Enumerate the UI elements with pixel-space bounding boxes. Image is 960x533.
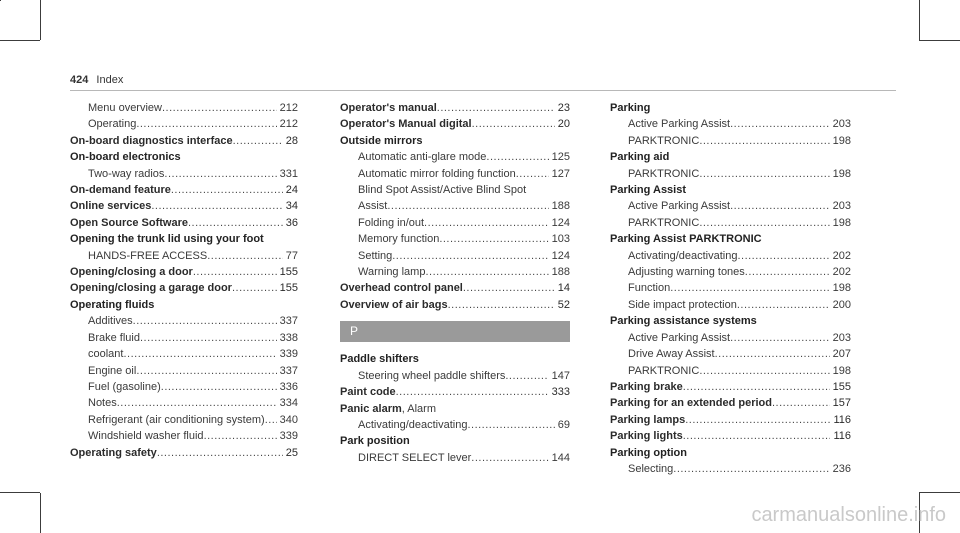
- index-heading: Panic alarm, Alarm: [340, 402, 436, 415]
- index-entry[interactable]: PARKTRONIC ..... 198: [610, 166, 851, 182]
- index-entry[interactable]: On-board diagnostics interface ..... 28: [70, 133, 298, 149]
- index-entry[interactable]: DIRECT SELECT lever ..... 144: [340, 450, 570, 466]
- page-number: 424: [70, 74, 89, 86]
- index-entry[interactable]: Overview of air bags ..... 52: [340, 297, 570, 313]
- index-entry[interactable]: Parking lamps ..... 116: [610, 412, 851, 428]
- index-entry[interactable]: Operator's Manual digital ..... 20: [340, 116, 570, 132]
- index-entry[interactable]: Notes ..... 334: [70, 395, 298, 411]
- index-entry[interactable]: Online services ..... 34: [70, 198, 298, 214]
- index-entry[interactable]: Opening/closing a garage door ..... 155: [70, 280, 298, 296]
- crop-mark-bottom-left-h: [0, 492, 40, 493]
- index-heading: Parking option: [610, 446, 687, 459]
- index-entry[interactable]: Drive Away Assist ..... 207: [610, 346, 851, 362]
- index-entry[interactable]: Operator's manual ..... 23: [340, 100, 570, 116]
- index-entry[interactable]: Menu overview ..... 212: [70, 100, 298, 116]
- index-entry[interactable]: Automatic anti-glare mode ..... 125: [340, 149, 570, 165]
- index-heading: Park position: [340, 435, 410, 448]
- index-entry[interactable]: Activating/deactivating ..... 69: [340, 417, 570, 433]
- index-entry[interactable]: Active Parking Assist ..... 203: [610, 198, 851, 214]
- index-entry[interactable]: Brake fluid ..... 338: [70, 330, 298, 346]
- index-entry-line: Blind Spot Assist/Active Blind Spot: [358, 184, 527, 197]
- index-entry[interactable]: Refrigerant (air conditioning system) ..... 340: [70, 412, 298, 428]
- index-heading: Outside mirrors: [340, 134, 423, 147]
- index-entry[interactable]: Engine oil ..... 337: [70, 363, 298, 379]
- index-heading: Parking Assist PARKTRONIC: [610, 233, 762, 246]
- index-heading: Parking Assist: [610, 184, 687, 197]
- letter-section-header: P: [340, 321, 570, 342]
- index-entry[interactable]: Function ..... 198: [610, 280, 851, 296]
- index-entry[interactable]: Assist ..... 188: [340, 198, 570, 214]
- index-entry[interactable]: Opening/closing a door ..... 155: [70, 264, 298, 280]
- index-entry[interactable]: Operating safety ..... 25: [70, 445, 298, 461]
- index-column-2: [340, 100, 570, 466]
- index-entry[interactable]: Additives ..... 337: [70, 313, 298, 329]
- crop-mark-top-right-v: [919, 0, 920, 40]
- index-entry[interactable]: Adjusting warning tones ..... 202: [610, 264, 851, 280]
- index-entry[interactable]: Parking lights ..... 116: [610, 428, 851, 444]
- page-header: [70, 74, 123, 86]
- index-entry[interactable]: Warning lamp ..... 188: [340, 264, 570, 280]
- crop-mark-top-left-h: [0, 40, 40, 41]
- index-column-3: [610, 100, 851, 477]
- index-heading: Operating fluids: [70, 298, 155, 311]
- index-entry[interactable]: Setting ..... 124: [340, 248, 570, 264]
- index-entry[interactable]: PARKTRONIC ..... 198: [610, 363, 851, 379]
- index-entry[interactable]: Memory function ..... 103: [340, 231, 570, 247]
- index-entry[interactable]: HANDS-FREE ACCESS ..... 77: [70, 248, 298, 264]
- index-entry[interactable]: Folding in/out ..... 124: [340, 215, 570, 231]
- index-heading: Opening the trunk lid using your foot: [70, 233, 264, 246]
- index-entry[interactable]: Paint code ..... 333: [340, 384, 570, 400]
- index-entry[interactable]: PARKTRONIC ..... 198: [610, 215, 851, 231]
- crop-mark-bottom-left-v: [40, 493, 41, 533]
- index-heading: Parking aid: [610, 151, 670, 164]
- index-entry[interactable]: Active Parking Assist ..... 203: [610, 330, 851, 346]
- index-heading: Parking: [610, 102, 651, 114]
- index-entry[interactable]: Steering wheel paddle shifters ..... 147: [340, 368, 570, 384]
- crop-mark-top-left-v: [40, 0, 41, 40]
- index-heading: Paddle shifters: [340, 353, 419, 366]
- crop-mark-top-right-h: [919, 40, 960, 41]
- index-entry[interactable]: Fuel (gasoline) ..... 336: [70, 379, 298, 395]
- crop-mark-top-left-v2: [0, 0, 1, 1]
- index-heading: Parking assistance systems: [610, 315, 757, 328]
- index-entry[interactable]: Active Parking Assist ..... 203: [610, 116, 851, 132]
- section-title: Index: [96, 74, 124, 86]
- index-entry[interactable]: Operating ..... 212: [70, 116, 298, 132]
- index-entry[interactable]: Activating/deactivating ..... 202: [610, 248, 851, 264]
- header-rule: [70, 90, 896, 91]
- index-entry[interactable]: Parking for an extended period ..... 157: [610, 395, 851, 411]
- index-entry[interactable]: Windshield washer fluid ..... 339: [70, 428, 298, 444]
- index-column-1: [70, 100, 298, 461]
- index-entry[interactable]: Side impact protection ..... 200: [610, 297, 851, 313]
- index-entry[interactable]: On-demand feature ..... 24: [70, 182, 298, 198]
- watermark: carmanualsonline.info: [751, 504, 946, 526]
- index-entry[interactable]: Two-way radios ..... 331: [70, 166, 298, 182]
- crop-mark-bottom-right-h: [919, 492, 960, 493]
- index-entry[interactable]: Parking brake ..... 155: [610, 379, 851, 395]
- index-entry[interactable]: coolant ..... 339: [70, 346, 298, 362]
- index-heading: On-board electronics: [70, 151, 181, 164]
- index-entry[interactable]: Overhead control panel ..... 14: [340, 280, 570, 296]
- index-entry[interactable]: PARKTRONIC ..... 198: [610, 133, 851, 149]
- index-entry[interactable]: Automatic mirror folding function ..... 127: [340, 166, 570, 182]
- index-entry[interactable]: Selecting ..... 236: [610, 461, 851, 477]
- index-entry[interactable]: Open Source Software ..... 36: [70, 215, 298, 231]
